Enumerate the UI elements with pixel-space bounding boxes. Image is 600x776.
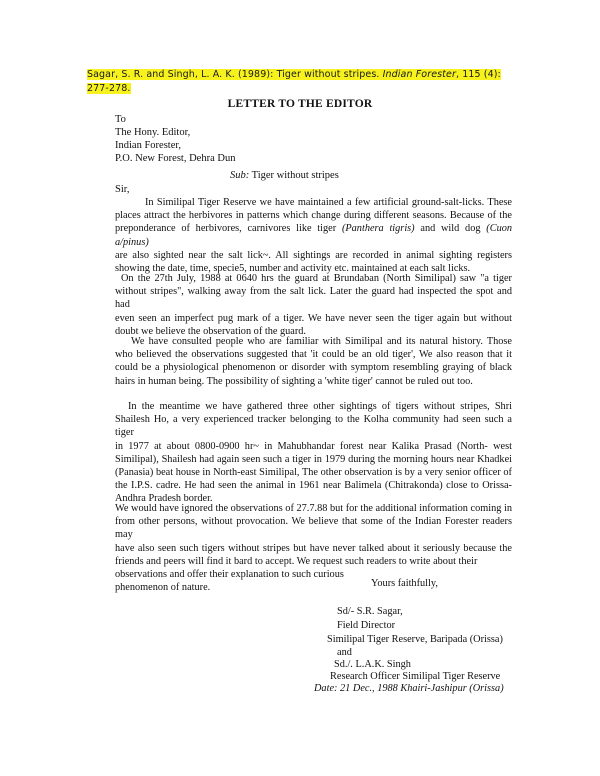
paragraph-1	[115, 196, 512, 275]
text-line: without stripes", walking away from the salt lick. Later the guard had inspected the spot and had	[115, 286, 512, 311]
citation-journal: Indian Forester	[382, 69, 456, 80]
address-line: P.O. New Forest, Dehra Dun	[115, 153, 236, 164]
text-line: places attract the herbivores in patterns which change during different seasons. Because of the	[115, 210, 512, 222]
text-line: and wild dog	[414, 223, 487, 235]
paragraph-5	[115, 502, 512, 594]
text-line: even seen an imperfect pug mark of a tiger. We have never seen the tiger again but without	[115, 312, 512, 324]
salutation: Sir,	[115, 184, 130, 195]
citation-authors: Sagar, S. R. and Singh, L. A. K. (1989): Tiger without stripes.	[87, 69, 380, 80]
paragraph-4	[115, 400, 512, 506]
species-name: (Panthera tigris)	[341, 223, 415, 235]
text-line: Andhra Pradesh border.	[115, 493, 213, 505]
address-line: The Hony. Editor,	[115, 127, 191, 138]
text-line: in 1977 at about 0800-0900 hr~ in Mahubhandar forest near Kalika Prasad (North- west	[115, 440, 512, 452]
signature-title: Field Director	[337, 620, 396, 631]
text-line: On the 27th July, 1988 at 0640 hrs the guard at Brundaban (North Similipal) saw "a tiger	[121, 273, 512, 284]
text-line: We would have ignored the observations of 27.7.88 but for the additional information coming in	[115, 503, 512, 514]
paragraph-2	[115, 272, 512, 338]
citation-volume: , 115 (4):	[455, 69, 501, 80]
page-title: LETTER TO THE EDITOR	[227, 98, 373, 110]
text-line: from other persons, without provocation. We believe that some of the Indian Forester readers may	[115, 516, 512, 541]
closing: Yours faithfully,	[371, 578, 438, 589]
signature-name: Sd./. L.A.K. Singh	[334, 659, 411, 670]
text-line: who believed the observations suggested that 'it could be an old tiger', We also reason that it	[115, 349, 512, 361]
signature-date: Date: 21 Dec., 1988 Khairi-Jashipur (Orissa)	[314, 683, 504, 694]
text-line: phenomenon of nature.	[115, 582, 211, 594]
text-line: friends and peers will find it bard to accept. We request such readers to write about their	[115, 555, 478, 567]
address-line: Indian Forester,	[115, 140, 182, 151]
text-line: are also sighted near the salt lick~. All sightings are recorded in animal sighting registers	[115, 249, 512, 261]
text-line: Similipal), Shailesh had again seen such a tiger in 1979 during the morning hours near Khadkei	[115, 453, 512, 465]
text-line: We have consulted people who are familiar with Similipal and its natural history. Those	[131, 336, 512, 347]
text-line: Shailesh Ho, a very experienced tracker belonging to the Kolha community had seen such a tiger	[115, 414, 512, 439]
text-line: hairs in human being. The possibility of sighting a 'white tiger' cannot be ruled out too.	[115, 375, 473, 387]
text-line: preponderance of herbivores, carnivores like tiger	[115, 223, 342, 235]
citation	[87, 68, 517, 96]
text-line: In Similipal Tiger Reserve we have maintained a few artificial ground-salt-licks. These	[145, 197, 512, 208]
address-line: To	[115, 114, 126, 125]
signature-and: and	[337, 647, 352, 658]
text-line: (Panasia) beat house in North-east Similipal, The other observation is by a very senior officer of	[115, 467, 512, 479]
text-line: the I.P.S. cadre. He had seen the animal in 1961 near Balimela (Chitrakonda) close to Orissa-	[115, 480, 512, 492]
signature-affiliation: Similipal Tiger Reserve, Baripada (Orissa)	[327, 634, 503, 645]
subject-label: Sub:	[230, 170, 250, 181]
text-line: showing the date, time, specie5, number and activity etc. maintained at each salt licks.	[115, 263, 471, 275]
paragraph-3	[115, 335, 512, 388]
subject-line	[230, 170, 339, 181]
text-line: could be a physiological phenomenon or disorder with symptom resembling graying of black	[115, 362, 512, 374]
text-line: observations and offer their explanation to such curious	[115, 569, 344, 581]
text-line: have also seen such tigers without stripes but have never talked about it seriously because the	[115, 542, 512, 554]
citation-pages: 277-278.	[87, 83, 131, 94]
species-name: (Cuon a/pinus)	[115, 223, 513, 248]
subject-text: Tiger without stripes	[249, 170, 339, 181]
address-block	[115, 113, 235, 165]
signature-name: Sd/- S.R. Sagar,	[337, 606, 403, 617]
signature-title: Research Officer Similipal Tiger Reserve	[330, 671, 501, 682]
text-line: In the meantime we have gathered three other sightings of tigers without stripes, Shri	[128, 401, 512, 412]
text-line: doubt we believe the observation of the guard.	[115, 325, 307, 337]
